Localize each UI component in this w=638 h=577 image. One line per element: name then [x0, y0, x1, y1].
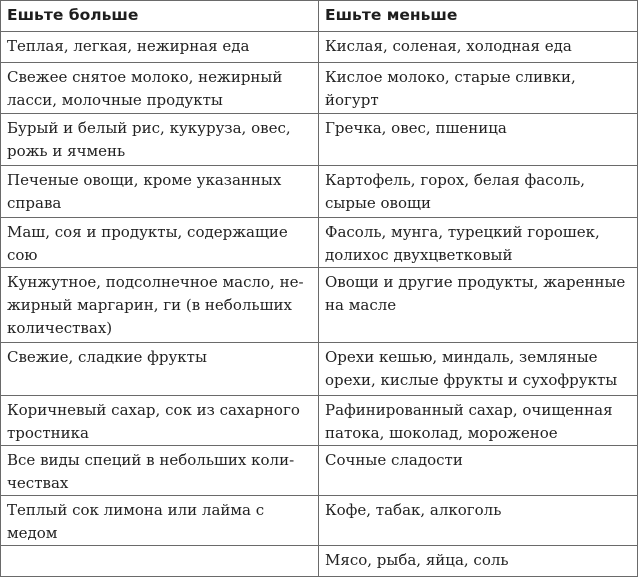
- cell-eat-more: Бурый и белый рис, кукуруза, овес, рожь и ячмень: [1, 114, 319, 166]
- cell-eat-more: Теплая, легкая, нежирная еда: [1, 32, 319, 63]
- cell-eat-more: Свежие, сладкие фрукты: [1, 343, 319, 396]
- cell-eat-less: Фасоль, мунга, турецкий горошек, долихос двухцветковый: [319, 218, 638, 268]
- cell-eat-less: Сочные сладости: [319, 446, 638, 496]
- table-row: [1, 114, 638, 166]
- table-row: [1, 546, 638, 577]
- table-row: [1, 268, 638, 343]
- table-row: [1, 343, 638, 396]
- cell-eat-more: Печеные овощи, кроме указанных справа: [1, 166, 319, 218]
- cell-eat-more: Коричневый сахар, сок из сахарного тростника: [1, 396, 319, 446]
- cell-eat-less: Рафинированный сахар, очищенная патока, шоколад, мороженое: [319, 396, 638, 446]
- table-row: [1, 396, 638, 446]
- cell-eat-more: Маш, соя и продукты, содержащие сою: [1, 218, 319, 268]
- cell-eat-less: Кислое молоко, старые сливки, йогурт: [319, 63, 638, 114]
- column-header-eat-more: Ешьте больше: [1, 1, 319, 32]
- table-header-row: [1, 1, 638, 32]
- cell-eat-less: Кофе, табак, алкоголь: [319, 496, 638, 546]
- column-header-eat-less: Ешьте меньше: [319, 1, 638, 32]
- table-row: [1, 32, 638, 63]
- cell-eat-more: Теплый сок лимона или лайма с медом: [1, 496, 319, 546]
- cell-eat-more: Все виды специй в небольших количествах: [1, 446, 319, 496]
- cell-eat-less: Орехи кешью, миндаль, земляные орехи, кислые фрукты и сухофрукты: [319, 343, 638, 396]
- cell-eat-less: Картофель, горох, белая фасоль, сырые овощи: [319, 166, 638, 218]
- cell-eat-less: Гречка, овес, пшеница: [319, 114, 638, 166]
- table-row: [1, 218, 638, 268]
- cell-eat-more: Свежее снятое молоко, нежирный ласси, молочные продукты: [1, 63, 319, 114]
- table-row: [1, 63, 638, 114]
- table-row: [1, 496, 638, 546]
- table-row: [1, 166, 638, 218]
- cell-eat-more: [1, 546, 319, 577]
- cell-eat-less: Овощи и другие продукты, жаренные на масле: [319, 268, 638, 343]
- cell-eat-less: Мясо, рыба, яйца, соль: [319, 546, 638, 577]
- cell-eat-more: Кунжутное, подсолнечное масло, нежирный маргарин, ги (в небольших количествах): [1, 268, 319, 343]
- table-row: [1, 446, 638, 496]
- cell-eat-less: Кислая, соленая, холодная еда: [319, 32, 638, 63]
